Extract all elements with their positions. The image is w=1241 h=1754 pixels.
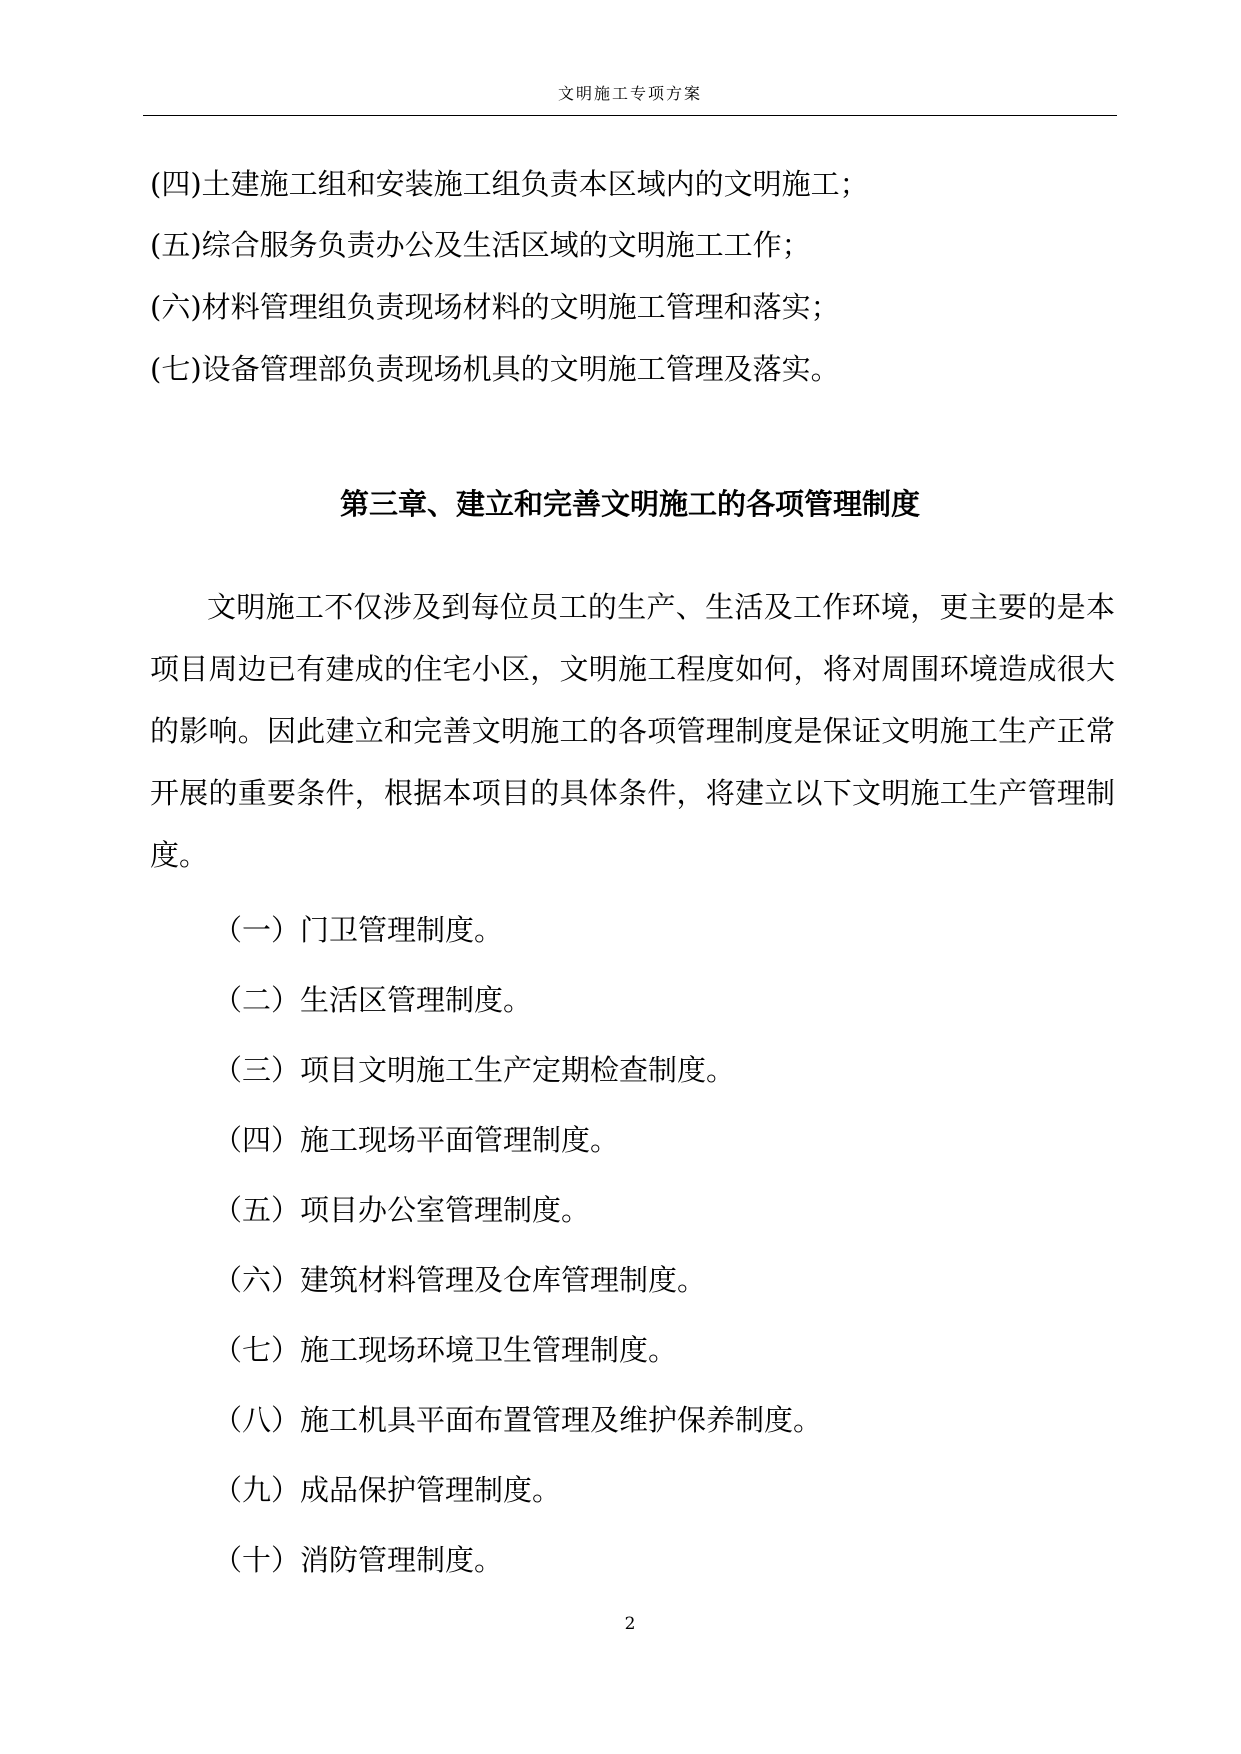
- system-list-item: （三）项目文明施工生产定期检查制度。: [213, 1053, 736, 1087]
- intro-paragraph-line: 度。: [150, 838, 209, 872]
- chapter-title: 第三章、建立和完善文明施工的各项管理制度: [339, 487, 920, 521]
- system-list-item: （十）消防管理制度。: [213, 1543, 504, 1577]
- responsibility-item: (四)土建施工组和安装施工组负责本区域内的文明施工；: [150, 167, 869, 201]
- system-list-item: （一）门卫管理制度。: [213, 913, 504, 947]
- running-header: 文明施工专项方案: [557, 84, 702, 103]
- intro-paragraph-line: 开展的重要条件，根据本项目的具体条件，将建立以下文明施工生产管理制: [150, 776, 1115, 810]
- system-list-item: （四）施工现场平面管理制度。: [213, 1123, 620, 1157]
- header-divider: [143, 115, 1117, 116]
- page-number: 2: [624, 1614, 636, 1634]
- system-list-item: （七）施工现场环境卫生管理制度。: [213, 1333, 678, 1367]
- responsibility-item: (七)设备管理部负责现场机具的文明施工管理及落实。: [150, 352, 840, 386]
- responsibility-item: (六)材料管理组负责现场材料的文明施工管理和落实；: [150, 290, 840, 324]
- intro-paragraph-line: 的影响。因此建立和完善文明施工的各项管理制度是保证文明施工生产正常: [150, 714, 1115, 748]
- intro-paragraph-line: 文明施工不仅涉及到每位员工的生产、生活及工作环境，更主要的是本: [207, 590, 1115, 624]
- intro-paragraph-line: 项目周边已有建成的住宅小区，文明施工程度如何，将对周围环境造成很大: [150, 652, 1115, 686]
- system-list-item: （八）施工机具平面布置管理及维护保养制度。: [213, 1403, 823, 1437]
- system-list-item: （五）项目办公室管理制度。: [213, 1193, 591, 1227]
- system-list-item: （二）生活区管理制度。: [213, 983, 533, 1017]
- system-list-item: （九）成品保护管理制度。: [213, 1473, 562, 1507]
- system-list-item: （六）建筑材料管理及仓库管理制度。: [213, 1263, 707, 1297]
- responsibility-item: (五)综合服务负责办公及生活区域的文明施工工作；: [150, 228, 811, 262]
